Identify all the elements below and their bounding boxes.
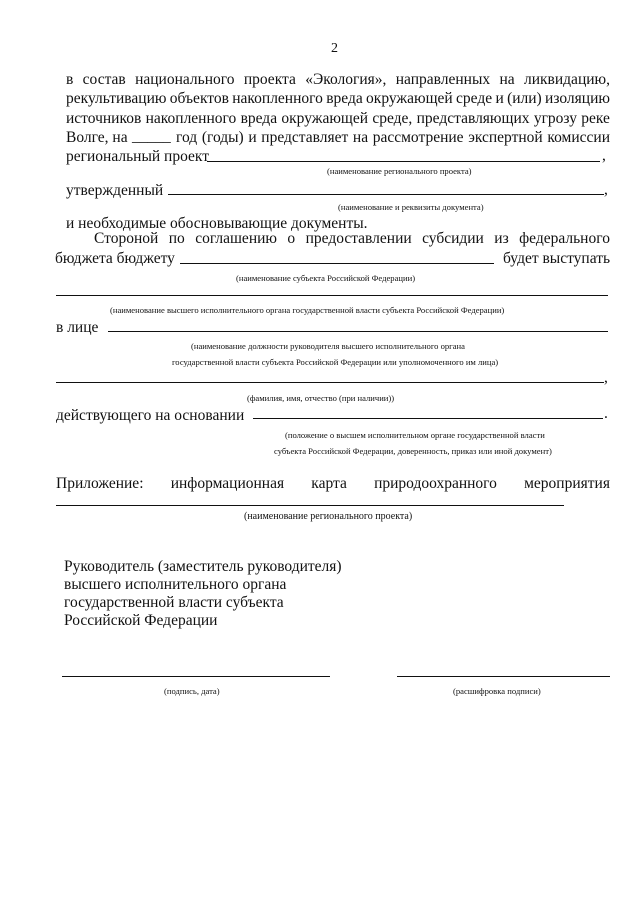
approved-label: утвержденный	[66, 182, 164, 199]
in-person-label: в лице	[56, 319, 99, 336]
word: национального	[135, 71, 235, 88]
word: рекультивацию	[66, 90, 167, 107]
word: окружающей	[366, 90, 453, 107]
word: год	[176, 129, 198, 146]
word: мероприятия	[524, 475, 610, 492]
year-blank[interactable]: _____	[132, 128, 171, 145]
word: направленных	[395, 71, 491, 88]
word: реке	[581, 110, 610, 127]
word: накопленного	[232, 90, 323, 107]
comma-3: ,	[604, 369, 608, 386]
word: карта	[311, 475, 347, 492]
signature-block-line-1: Руководитель (заместитель руководителя)	[64, 558, 342, 575]
word: «Экология»,	[305, 71, 387, 88]
word: из	[494, 230, 509, 247]
word: ликвидацию,	[524, 71, 610, 88]
caption-signature-decode: (расшифровка подписи)	[453, 686, 541, 696]
word: федерального	[519, 230, 610, 247]
comma-2: ,	[604, 181, 608, 198]
budget-label: бюджета бюджету	[55, 250, 175, 267]
caption-full-name: (фамилия, имя, отчество (при наличии))	[247, 393, 395, 403]
signature-field[interactable]	[62, 676, 330, 677]
will-act-label: будет выступать	[503, 250, 611, 267]
regional-project-field[interactable]	[207, 161, 600, 162]
budget-subject-field[interactable]	[180, 263, 494, 264]
regional-project-label: региональный проект	[66, 148, 209, 165]
word: объектов	[169, 90, 229, 107]
word: (или)	[507, 90, 542, 107]
documents-line: и необходимые обосновывающие документы.	[66, 215, 368, 232]
word: состав	[82, 71, 126, 88]
basis-field[interactable]	[253, 418, 603, 419]
word: экспертной	[468, 129, 543, 146]
word: о	[287, 230, 296, 247]
word: в	[66, 71, 74, 88]
word: информационная	[170, 475, 285, 492]
word: изоляцию	[545, 90, 610, 107]
word: среде,	[372, 110, 413, 127]
word: предоставлении	[305, 230, 412, 247]
acting-basis-label: действующего на основании	[56, 407, 245, 424]
caption-signature-date: (подпись, дата)	[164, 686, 220, 696]
paragraph-2-line-1	[94, 229, 610, 248]
caption-position-1: (наименование должности руководителя высшего исполнительного органа	[191, 341, 465, 351]
signature-block-line-2: высшего исполнительного органа	[64, 576, 287, 593]
appendix-line	[56, 474, 610, 493]
paragraph-1-line-4-start: Волге, на	[66, 129, 128, 146]
caption-appendix: (наименование регионального проекта)	[244, 511, 413, 522]
word: на	[352, 129, 369, 146]
caption-subject: (наименование субъекта Российской Федерации)	[236, 273, 416, 283]
paragraph-1-line-4-end	[176, 128, 610, 147]
word: по	[168, 230, 185, 247]
paragraph-1-line-3	[66, 109, 610, 128]
word: источников	[66, 110, 142, 127]
period: .	[604, 405, 608, 422]
word: природоохранного	[374, 475, 497, 492]
word: (годы)	[201, 129, 244, 146]
word: на	[499, 71, 515, 88]
signature-block-line-3: государственной власти субъекта	[64, 594, 284, 611]
word: представляет	[261, 129, 349, 146]
word: Приложение:	[56, 475, 144, 492]
signature-decode-field[interactable]	[397, 676, 610, 677]
caption-document: (наименование и реквизиты документа)	[338, 202, 484, 212]
word: рассмотрение	[372, 129, 464, 146]
word: и	[248, 129, 257, 146]
word: вреда	[240, 110, 278, 127]
word: и	[495, 90, 504, 107]
appendix-project-field[interactable]	[56, 505, 564, 506]
word: соглашению	[195, 230, 277, 247]
page-number: 2	[331, 41, 338, 56]
caption-executive-body: (наименование высшего исполнительного органа государственной власти субъекта Российской Федерации)	[110, 305, 505, 315]
word: накопленного	[145, 110, 237, 127]
executive-body-field[interactable]	[56, 295, 608, 296]
position-field[interactable]	[108, 331, 608, 332]
word: комиссии	[547, 129, 610, 146]
caption-position-2: государственной власти субъекта Российской Федерации или уполномоченного им лица)	[172, 357, 499, 367]
word: Стороной	[94, 230, 159, 247]
caption-basis-2: субъекта Российской Федерации, доверенность, приказ или иной документ)	[274, 446, 552, 456]
word: угрозу	[533, 110, 577, 127]
full-name-field[interactable]	[56, 382, 604, 383]
caption-regional-project: (наименование регионального проекта)	[327, 166, 472, 176]
word: представляющих	[416, 110, 530, 127]
word: субсидии	[422, 230, 484, 247]
paragraph-1-line-2	[66, 89, 610, 108]
word: среде	[456, 90, 493, 107]
word: окружающей	[281, 110, 369, 127]
comma-1: ,	[602, 147, 606, 164]
caption-basis-1: (положение о высшем исполнительном органе государственной власти	[285, 430, 545, 440]
approved-doc-field[interactable]	[168, 194, 604, 195]
paragraph-1-line-1	[66, 70, 610, 89]
signature-block-line-4: Российской Федерации	[64, 612, 218, 629]
word: проекта	[243, 71, 296, 88]
word: вреда	[326, 90, 363, 107]
